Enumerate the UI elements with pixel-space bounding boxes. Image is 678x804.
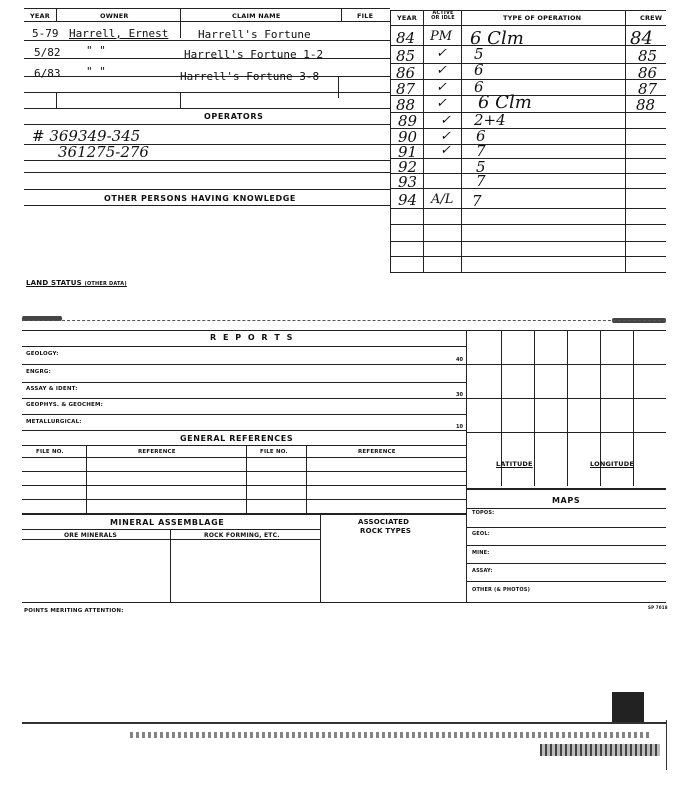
longitude-label: LONGITUDE [590, 460, 634, 468]
operator-entry-2: 361275-276 [58, 143, 149, 161]
activity-crew-85: 85 [638, 47, 658, 65]
activity-year-92: 92 [398, 158, 418, 176]
scan-artifact [130, 732, 650, 738]
refs-col-file-2: FILE NO. [260, 449, 288, 455]
maps-header: MAPS [552, 496, 581, 505]
report-geophys: GEOPHYS. & GEOCHEM: [26, 402, 104, 408]
activity-type-87: 6 [474, 78, 484, 96]
activity-active-88: ✓ [436, 96, 447, 111]
activity-type-89: 2+4 [474, 111, 506, 129]
scan-artifact [540, 744, 660, 756]
activity-active-85: ✓ [436, 46, 447, 61]
activity-active-84: PM [430, 29, 453, 44]
operators-header: OPERATORS [204, 112, 264, 121]
activity-type-86: 6 [474, 61, 484, 79]
points-meriting-label: POINTS MERITING ATTENTION: [24, 608, 124, 614]
maps-assay: ASSAY: [472, 568, 493, 574]
col-header-claim-name: CLAIM NAME [232, 12, 281, 20]
owner-row-3-owner: " " [86, 65, 106, 78]
form-number: SP 7018 [648, 605, 668, 610]
activity-year-85: 85 [396, 47, 416, 65]
activity-year-86: 86 [396, 64, 416, 82]
activity-year-90: 90 [398, 128, 418, 146]
latitude-label: LATITUDE [496, 460, 533, 468]
activity-active-87: ✓ [436, 80, 447, 95]
report-metallurgical-num: 10 [456, 424, 463, 430]
maps-mine: MINE: [472, 550, 490, 556]
activity-active-86: ✓ [436, 63, 447, 78]
activity-active-94: A/L [431, 192, 454, 207]
activity-crew-88: 88 [636, 96, 656, 114]
activity-header-year: YEAR [397, 14, 417, 22]
report-metallurgical: METALLURGICAL: [26, 419, 82, 425]
activity-active-89: ✓ [440, 113, 451, 128]
knowledge-header: OTHER PERSONS HAVING KNOWLEDGE [104, 194, 296, 203]
activity-year-87: 87 [396, 80, 416, 98]
activity-crew-84: 84 [630, 28, 653, 49]
report-engrg: ENGRG: [26, 369, 52, 375]
activity-header-crew: CREW [640, 14, 663, 22]
activity-active-90: ✓ [440, 129, 451, 144]
rock-forming-label: ROCK FORMING, ETC. [204, 532, 280, 539]
col-header-file: FILE [357, 12, 374, 20]
owner-row-3-year: 6/83 [34, 67, 61, 80]
reports-header: R E P O R T S [210, 333, 295, 342]
activity-type-85: 5 [474, 45, 484, 63]
activity-type-88: 6 Clm [478, 92, 532, 113]
refs-col-reference-1: REFERENCE [138, 449, 176, 455]
activity-year-94: 94 [398, 191, 418, 209]
activity-type-91: 7 [476, 142, 486, 160]
assoc-rock-line2: ROCK TYPES [360, 527, 412, 535]
maps-other: OTHER (& PHOTOS) [472, 587, 531, 593]
col-header-year: YEAR [30, 12, 50, 20]
activity-header-type: TYPE OF OPERATION [503, 14, 582, 22]
owner-row-2-owner: " " [86, 44, 106, 57]
general-refs-header: GENERAL REFERENCES [180, 434, 294, 443]
owner-row-2-claim: Harrell's Fortune 1-2 [184, 48, 324, 61]
activity-active-91: ✓ [440, 143, 451, 158]
operator-entry-1: # 369349-345 [32, 127, 141, 145]
owner-row-1-claim: Harrell's Fortune [198, 28, 311, 41]
owner-row-1-year: 5-79 [32, 27, 59, 40]
activity-year-88: 88 [396, 96, 416, 114]
report-assay-num: 30 [456, 392, 463, 398]
owner-row-1-owner: Harrell, Ernest [69, 27, 169, 40]
activity-crew-86: 86 [638, 64, 658, 82]
land-status-label: LAND STATUS (OTHER DATA) [26, 279, 127, 287]
activity-year-93: 93 [398, 173, 418, 191]
activity-crew-87: 87 [638, 80, 658, 98]
mineral-header: MINERAL ASSEMBLAGE [110, 518, 225, 527]
report-geology: GEOLOGY: [26, 351, 59, 357]
maps-geol: GEOL: [472, 531, 490, 537]
activity-type-84: 6 Clm [470, 28, 524, 49]
activity-year-89: 89 [398, 112, 418, 130]
owner-row-3-claim: Harrell's Fortune 3-8 [180, 70, 320, 83]
maps-topos: TOPOS: [472, 510, 495, 516]
activity-year-91: 91 [398, 143, 418, 161]
ore-minerals-label: ORE MINERALS [64, 532, 118, 539]
refs-col-file-1: FILE NO. [36, 449, 64, 455]
activity-header-active: ACTIVE OR IDLE [431, 10, 455, 21]
activity-year-84: 84 [396, 29, 416, 47]
activity-type-92: 5 [476, 158, 486, 176]
report-assay: ASSAY & IDENT: [26, 386, 78, 392]
activity-type-93: 7 [476, 172, 486, 190]
refs-col-reference-2: REFERENCE [358, 449, 396, 455]
assoc-rock-line1: ASSOCIATED [358, 518, 410, 526]
scan-artifact [612, 692, 644, 722]
owner-row-2-year: 5/82 [34, 46, 61, 59]
report-geology-num: 40 [456, 357, 463, 363]
activity-type-90: 6 [476, 127, 486, 145]
col-header-owner: OWNER [100, 12, 129, 20]
activity-type-94: 7 [472, 192, 482, 210]
